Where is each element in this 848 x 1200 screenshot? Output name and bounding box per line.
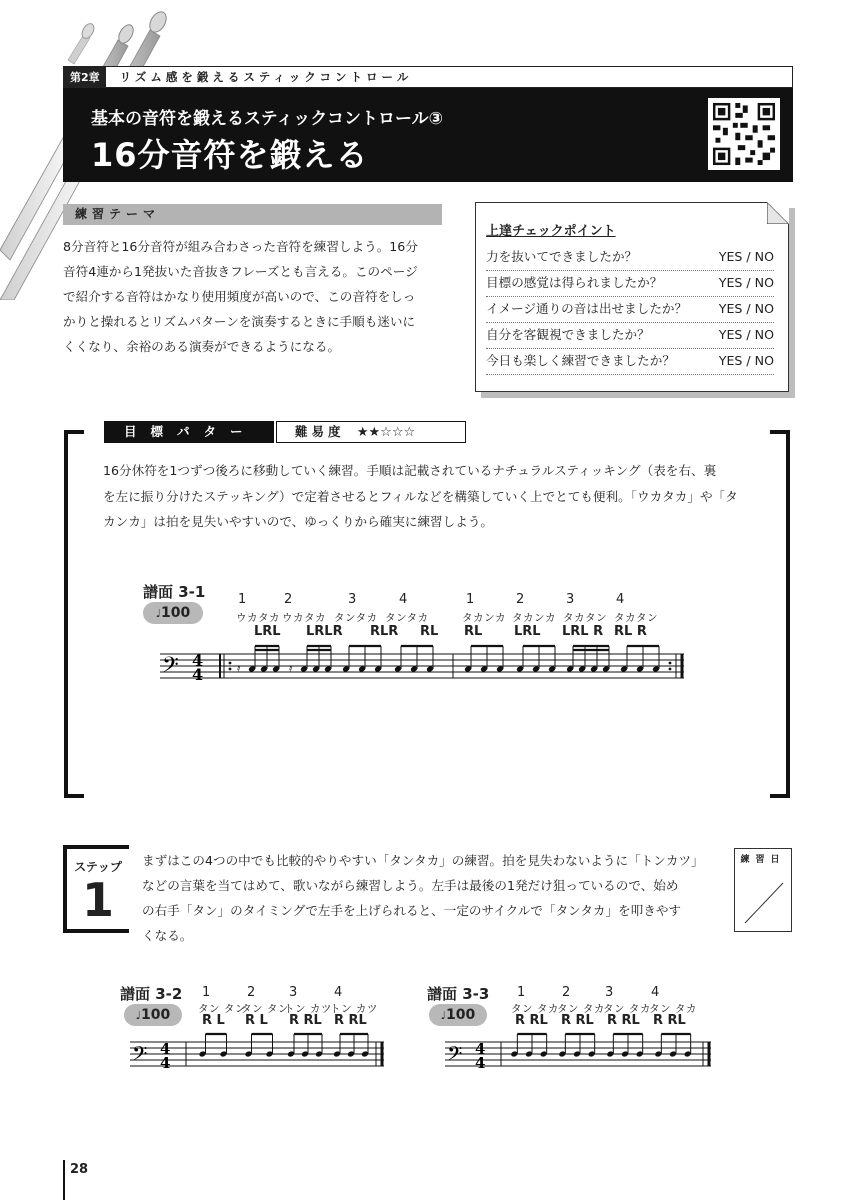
page-title: 16分音符を鍛える bbox=[91, 136, 369, 174]
svg-text:4: 4 bbox=[192, 665, 204, 684]
theme-line: かりと操れるとリズムパターンを演奏するときに手順も迷いに bbox=[63, 314, 416, 329]
score-3-1-staff bbox=[160, 640, 690, 696]
sticking: LRL bbox=[254, 624, 281, 639]
title-band bbox=[63, 88, 793, 182]
page-fold-icon bbox=[767, 202, 789, 224]
step-text bbox=[142, 848, 724, 948]
checkpoint-row bbox=[486, 348, 774, 375]
checkpoint-card bbox=[475, 202, 789, 392]
chapter-number: 第2章 bbox=[64, 67, 106, 87]
beat-number: 4 bbox=[399, 592, 408, 607]
beat-number: 1 bbox=[517, 985, 526, 1000]
pattern-bracket-left bbox=[64, 430, 84, 798]
pattern-line: を左に振り分けたステッキング）で定着させるとフィルなどを構築していく上でとても便利。「ウカタカ」や「タ bbox=[103, 488, 738, 504]
kana-syllables: タン タカ bbox=[511, 1003, 559, 1015]
kana-syllables: トン カツ bbox=[330, 1003, 378, 1015]
sticking: R RL bbox=[334, 1013, 367, 1028]
checkpoint-question: 今日も楽しく練習できましたか？ bbox=[486, 353, 675, 368]
chapter-bar bbox=[63, 66, 793, 88]
beat-number: 4 bbox=[334, 985, 343, 1000]
sticking: R RL bbox=[515, 1013, 548, 1028]
tempo-badge bbox=[124, 1004, 182, 1026]
kana-syllables: ウカタカ bbox=[236, 612, 280, 624]
chapter-title: リズム感を鍛えるスティックコントロール bbox=[119, 70, 413, 84]
sticking: LRL R bbox=[562, 624, 604, 639]
theme-line: 8分音符と16分音符が組み合わさった音符を練習しよう。16分 bbox=[63, 239, 418, 254]
step-word: ステップ bbox=[74, 860, 122, 874]
step-line: くなる。 bbox=[142, 928, 193, 943]
metronome-icon: ♩ bbox=[135, 1009, 141, 1022]
score-label: 譜面 3-2 bbox=[120, 985, 183, 1003]
practice-date-slash bbox=[743, 881, 785, 925]
difficulty-stars: ★★☆☆☆ bbox=[356, 425, 416, 440]
bass-clef-icon: 𝄢 bbox=[447, 1042, 463, 1070]
theme-text bbox=[63, 234, 445, 359]
checkpoint-question: イメージ通りの音は出せましたか？ bbox=[486, 301, 688, 316]
svg-text:4: 4 bbox=[160, 1054, 171, 1072]
time-signature: 4 bbox=[192, 651, 204, 670]
theme-line: で紹介する音符はかなり使用頻度が高いので、この音符をしっ bbox=[63, 289, 416, 304]
rest-mark: 𝄿 bbox=[289, 662, 293, 675]
score-3-3-staff bbox=[445, 1030, 715, 1080]
step-line: の右手「タン」のタイミングで左手を上げられると、一定のサイクルで「タンタカ」を叩きやす bbox=[142, 903, 682, 918]
beat-number: 3 bbox=[605, 985, 614, 1000]
tempo-badge bbox=[429, 1004, 487, 1026]
theme-line: 音符4連から1発抜いた音抜きフレーズとも言える。このページ bbox=[63, 264, 418, 279]
kana-syllables: タカタン bbox=[563, 612, 607, 624]
practice-date-label: 練習日 bbox=[740, 855, 786, 865]
beat-number: 4 bbox=[616, 592, 625, 607]
page-margin-line bbox=[63, 1160, 65, 1200]
beat-number: 1 bbox=[466, 592, 475, 607]
score-label: 譜面 3-3 bbox=[427, 985, 490, 1003]
difficulty-label bbox=[276, 421, 466, 443]
checkpoint-row bbox=[486, 270, 774, 297]
theme-line: くくなり、余裕のある演奏ができるようになる。 bbox=[63, 339, 341, 354]
kana-syllables: ウカタカ bbox=[282, 612, 326, 624]
kana-syllables: タン タカ bbox=[649, 1003, 697, 1015]
beat-number: 3 bbox=[348, 592, 357, 607]
tempo-badge bbox=[143, 602, 203, 624]
beat-number: 3 bbox=[566, 592, 575, 607]
kana-syllables: タカンカ bbox=[512, 612, 556, 624]
bass-clef-icon: 𝄢 bbox=[162, 653, 179, 683]
sticking: RL R bbox=[614, 624, 647, 639]
sticking: R RL bbox=[561, 1013, 594, 1028]
svg-text:4: 4 bbox=[475, 1054, 486, 1072]
checkpoint-answer: YES / NO bbox=[718, 275, 774, 290]
beat-number: 2 bbox=[516, 592, 525, 607]
sticking: RL bbox=[464, 624, 483, 639]
kana-syllables: トン カツ bbox=[284, 1003, 332, 1015]
checkpoint-answer: YES / NO bbox=[718, 249, 774, 264]
kana-syllables: タンタカ bbox=[334, 612, 378, 624]
step-line: まずはこの4つの中でも比較的やりやすい「タンタカ」の練習。拍を見失わないように「トンカツ」 bbox=[142, 853, 704, 868]
sticking: R L bbox=[245, 1013, 268, 1028]
checkpoint-row bbox=[486, 296, 774, 323]
page-subtitle: 基本の音符を鍛えるスティックコントロール③ bbox=[91, 109, 444, 129]
checkpoint-row bbox=[486, 322, 774, 349]
rest-mark: 𝄿 bbox=[237, 662, 241, 675]
pattern-line: カンカ」は拍を見失いやすいので、ゆっくりから確実に練習しよう。 bbox=[103, 514, 494, 529]
kana-syllables: タン タン bbox=[241, 1003, 289, 1015]
qr-code[interactable] bbox=[708, 98, 780, 170]
metronome-icon: ♩ bbox=[155, 607, 161, 620]
checkpoint-row bbox=[486, 244, 774, 271]
theme-label: 練習テーマ bbox=[63, 204, 442, 225]
time-signature: 4 bbox=[160, 1040, 171, 1058]
checkpoint-answer: YES / NO bbox=[718, 301, 774, 316]
step-line: などの言葉を当てはめて、歌いながら練習しよう。左手は最後の1発だけ狙っているので、始め bbox=[142, 878, 679, 893]
pattern-line: 16分休符を1つずつ後ろに移動していく練習。手順は記載されているナチュラルスティッキング（表を右、裏 bbox=[103, 463, 717, 478]
sticking: RLR bbox=[370, 624, 399, 639]
beat-number: 2 bbox=[247, 985, 256, 1000]
time-signature: 4 bbox=[475, 1040, 486, 1058]
sticking: RL bbox=[420, 624, 439, 639]
beat-number: 1 bbox=[238, 592, 247, 607]
beat-number: 3 bbox=[289, 985, 298, 1000]
kana-syllables: タンタカ bbox=[385, 612, 429, 624]
step-number: 1 bbox=[81, 873, 114, 927]
beat-number: 2 bbox=[284, 592, 293, 607]
bass-clef-icon: 𝄢 bbox=[132, 1042, 148, 1070]
beat-number: 1 bbox=[202, 985, 211, 1000]
sticking: LRLR bbox=[306, 624, 343, 639]
beat-number: 4 bbox=[651, 985, 660, 1000]
checkpoint-answer: YES / NO bbox=[718, 353, 774, 368]
kana-syllables: タカンカ bbox=[462, 612, 506, 624]
beat-number: 2 bbox=[562, 985, 571, 1000]
kana-syllables: タカタン bbox=[614, 612, 658, 624]
checkpoint-question: 力を抜いてできましたか？ bbox=[486, 249, 638, 264]
checkpoint-question: 目標の感覚は得られましたか？ bbox=[486, 275, 663, 290]
sticking: R RL bbox=[289, 1013, 322, 1028]
tempo-value: 100 bbox=[160, 605, 191, 621]
checkpoint-answer: YES / NO bbox=[718, 327, 774, 342]
sticking: LRL bbox=[514, 624, 541, 639]
checkpoint-title: 上達チェックポイント bbox=[486, 224, 616, 239]
sticking: R RL bbox=[607, 1013, 640, 1028]
tempo-value: 100 bbox=[445, 1007, 476, 1023]
pattern-bracket-right bbox=[770, 430, 790, 798]
pattern-text bbox=[103, 458, 763, 535]
kana-syllables: タン タン bbox=[198, 1003, 246, 1015]
pattern-label: 目標パターン bbox=[104, 421, 274, 443]
kana-syllables: タン タカ bbox=[557, 1003, 605, 1015]
tempo-value: 100 bbox=[140, 1007, 171, 1023]
score-3-2-staff bbox=[130, 1030, 390, 1080]
practice-date-box[interactable] bbox=[734, 848, 792, 932]
sticking: R L bbox=[202, 1013, 225, 1028]
checkpoint-question: 自分を客観視できましたか？ bbox=[486, 327, 650, 342]
metronome-icon: ♩ bbox=[440, 1009, 446, 1022]
sticking: R RL bbox=[653, 1013, 686, 1028]
difficulty-title: 難易度 bbox=[295, 424, 345, 439]
page-number: 28 bbox=[70, 1162, 89, 1177]
kana-syllables: タン タカ bbox=[603, 1003, 651, 1015]
score-label: 譜面 3-1 bbox=[143, 583, 206, 601]
